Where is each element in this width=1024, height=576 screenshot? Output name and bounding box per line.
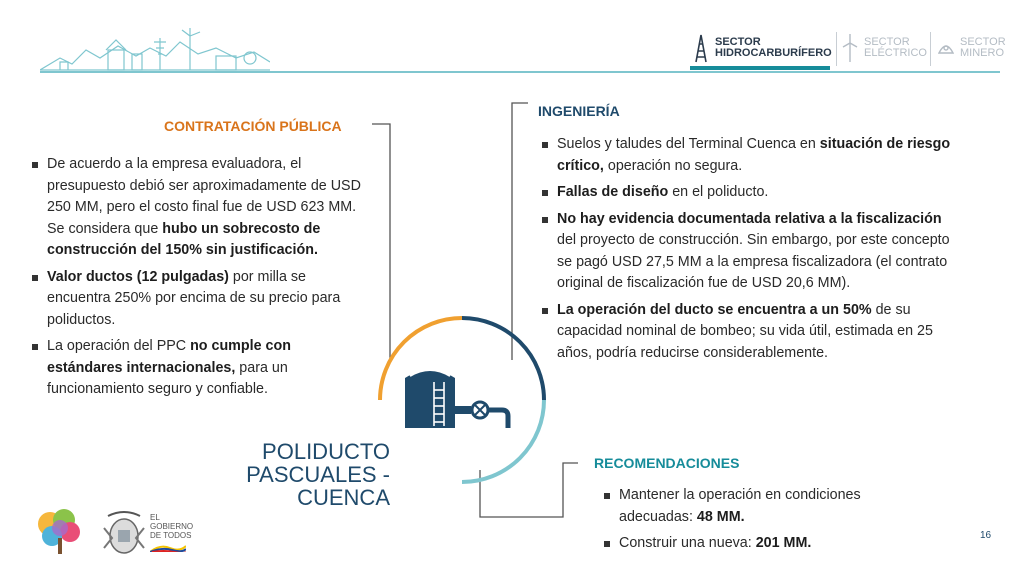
text: por milla se encuentra 250% por encima de su precio para poliductos. [47,268,341,328]
tab-separator [836,32,837,66]
tab-sector-electrico[interactable] [842,30,927,66]
flag-stripes [150,544,186,552]
active-tab-indicator [690,66,830,70]
list-item [30,154,365,262]
gob-line3: DE TODOS [150,531,192,540]
sector-line1: SECTOR [960,36,1006,48]
list-item [540,300,960,365]
text: para un funcionamiento seguro y confiable. [47,359,288,397]
contratacion-list [30,154,365,406]
recomendaciones-list [602,485,902,560]
text-bold: 48 MM. [696,508,745,525]
title-line2: PASCUALES - CUENCA [246,462,390,510]
list-item [540,209,960,295]
tank-pipeline-icon [405,370,508,428]
sector-line2: ELÉCTRICO [864,47,927,59]
sector-line1: SECTOR [715,36,761,48]
list-item [30,267,365,332]
text: La operación del PPC [47,338,191,354]
poliducto-title [150,440,390,509]
text-bold: La operación del ducto se encuentra a un 50% [557,301,872,318]
list-item [602,485,902,528]
text-bold: Fallas de diseño [557,184,669,200]
tab-sector-hidrocarburifero[interactable] [693,30,832,66]
text: Suelos y taludes del Terminal Cuenca en [557,136,820,152]
ingenieria-list [540,134,960,369]
mining-helmet-icon [938,33,954,63]
tab-sector-minero[interactable] [938,30,1006,66]
text: De acuerdo a la empresa evaluadora, el presupuesto debió ser aproximadamente de USD 250 MM, pero el costo final fue de USD 623 MM. Se considera que [47,156,361,237]
text: de su capacidad nominal de bombeo; su vida útil, estimada en 25 años, podría reducirse considerablemente. [557,301,933,361]
text-bold: situación de riesgo crítico, [557,136,951,174]
oil-derrick-icon [693,33,709,63]
text: Construir una nueva: [619,535,756,551]
sector-line2: HIDROCARBURÍFERO [715,47,832,59]
list-item [602,533,902,555]
sector-line2: MINERO [960,47,1004,59]
text-bold: Valor ductos (12 pulgadas) [47,268,229,285]
section-title-ingenieria: INGENIERÍA [538,103,620,119]
tab-separator [930,32,931,66]
toda-una-vida-logo [30,506,88,556]
section-title-contratacion: CONTRATACIÓN PÚBLICA [164,118,342,134]
gob-line1: EL [150,513,160,522]
sector-line1: SECTOR [864,36,910,48]
section-title-recomendaciones: RECOMENDACIONES [594,455,740,471]
text: del proyecto de construcción. Sin embargo, por este concepto se pagó USD 27,5 MM a la empresa fiscalizadora (el contrato original de fiscalización fue de USD 20,6 MM). [557,232,950,291]
list-item [30,336,365,401]
text-bold: hubo un sobrecosto de construcción del 150% sin justificación. [47,220,321,258]
gobierno-text [150,513,193,540]
text-bold: no cumple con estándares internacionales, [47,338,291,376]
list-item [540,134,960,177]
gob-line2: GOBIERNO [150,522,194,531]
text: en el poliducto. [668,184,769,200]
list-item [540,182,960,204]
wind-turbine-icon [842,33,858,63]
page-number: 16 [980,530,992,541]
text-bold: 201 MM. [755,535,812,551]
header-divider [40,71,1000,73]
text-bold: No hay evidencia documentada relativa a la fiscalización [557,210,942,227]
text: Mantener la operación en condiciones adecuadas: [619,487,861,525]
skyline-illustration [40,28,270,72]
coat-of-arms-logo [100,508,148,558]
text: operación no segura. [603,157,743,174]
title-line1: POLIDUCTO [262,439,390,464]
